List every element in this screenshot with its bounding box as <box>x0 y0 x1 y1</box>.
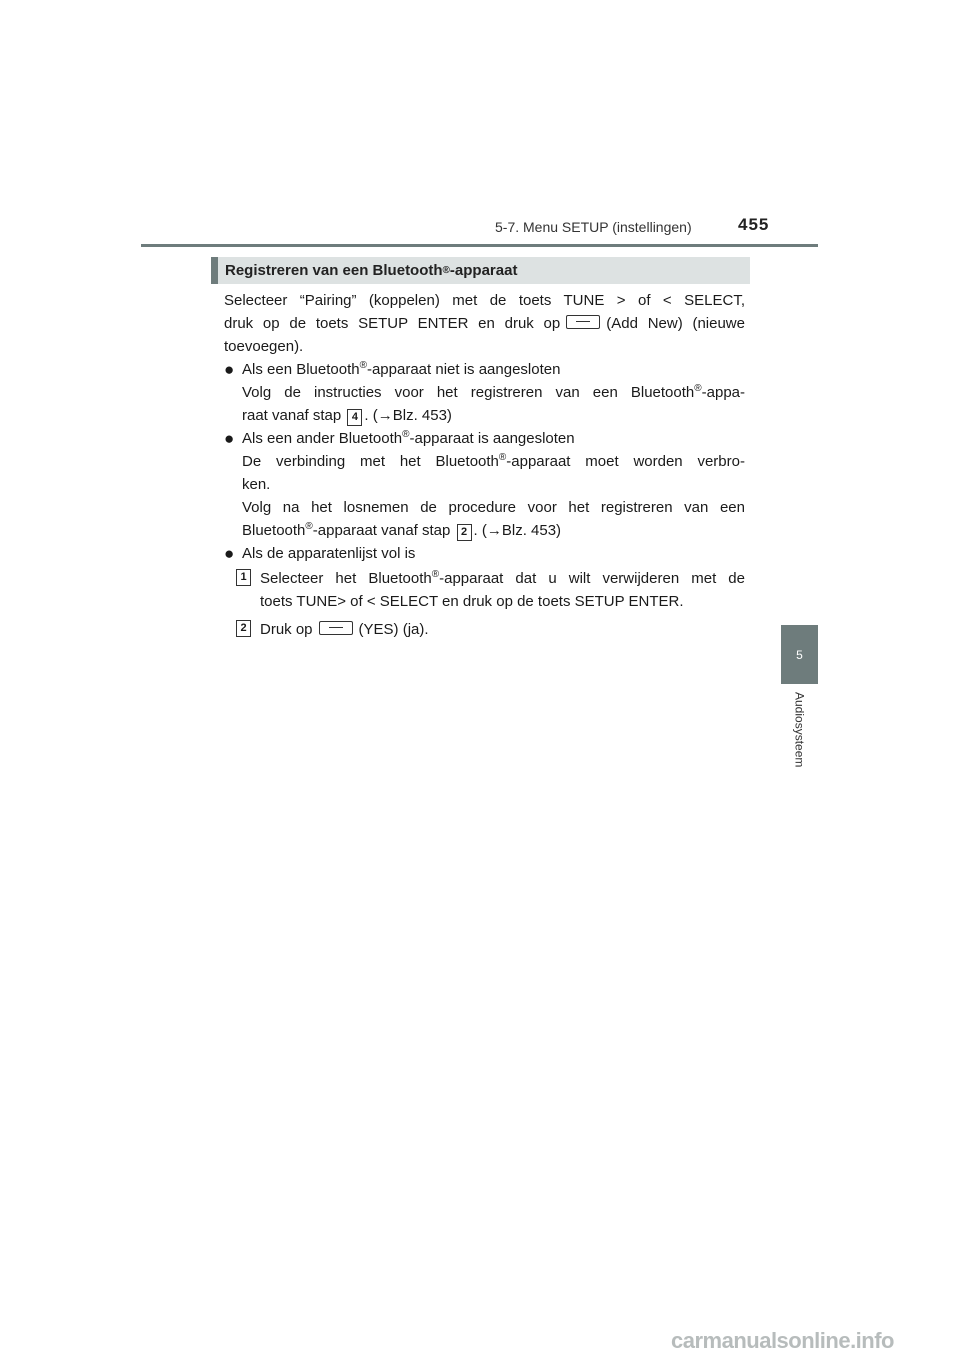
step-reference-box: 4 <box>347 409 362 426</box>
bullet2-line-1 <box>242 450 745 473</box>
step-number-box: 2 <box>236 620 251 637</box>
bullet2-line-4c: . (→Blz. 453) <box>473 522 562 539</box>
registered-mark: ® <box>359 360 367 371</box>
bullet1-line-2b: . (→Blz. 453) <box>364 407 452 424</box>
registered-mark: ® <box>694 383 702 394</box>
registered-mark: ® <box>402 429 410 440</box>
button-icon <box>319 621 353 635</box>
bullet1-title-a: Als een Bluetooth <box>242 361 360 378</box>
bullet2-line-2: ken. <box>242 476 271 493</box>
bullet-icon: ● <box>224 429 235 448</box>
bullet2-title-a: Als een ander Bluetooth <box>242 430 403 447</box>
bullet-icon: ● <box>224 544 235 563</box>
bullet2-line-3: Volg na het losnemen de procedure voor het registreren van een <box>242 499 745 516</box>
bullet2-title-b: -apparaat is aangesloten <box>409 430 575 447</box>
bullet2-line-1a: De verbinding met het Bluetooth <box>242 453 499 470</box>
registered-mark: ® <box>498 452 507 463</box>
bullet1-line-1a: Volg de instructies voor het registreren van een Bluetooth <box>242 384 695 401</box>
step2-line-1a: Druk op <box>260 621 313 638</box>
registered-mark: ® <box>431 569 440 580</box>
bullet1-title-b: -apparaat niet is aangesloten <box>366 361 561 378</box>
bullet3-title: Als de apparatenlijst vol is <box>242 545 416 562</box>
intro-line-2 <box>224 312 745 335</box>
header-section-title: 5-7. Menu SETUP (instellingen) <box>495 219 692 235</box>
button-icon <box>566 315 600 329</box>
bullet2-line-4 <box>242 519 745 542</box>
bullet1-line-2 <box>242 404 745 427</box>
step-reference-box: 2 <box>457 524 472 541</box>
bullet1-line-2a: raat vanaf stap <box>242 407 342 424</box>
bullet1-line-1b: -appa- <box>701 384 745 401</box>
intro-line-2b: (Add New) (nieuwe <box>606 315 745 332</box>
bullet1-line-1 <box>242 381 745 404</box>
heading-suffix: -apparaat <box>449 262 518 279</box>
registered-mark: ® <box>305 521 313 532</box>
bullet2-line-4b: -apparaat vanaf stap <box>312 522 451 539</box>
watermark: carmanualsonline.info <box>671 1328 894 1353</box>
step1-line-2: toets TUNE> of < SELECT en druk op de toets SETUP ENTER. <box>260 593 684 610</box>
chapter-number: 5 <box>796 647 803 662</box>
chapter-label-container <box>781 692 818 792</box>
step2-line-1 <box>260 618 745 641</box>
chapter-label: Audiosysteem <box>792 692 807 768</box>
intro-line-3: toevoegen). <box>224 338 304 355</box>
header-divider <box>141 244 818 247</box>
step1-line-1a: Selecteer het Bluetooth <box>260 570 432 587</box>
bullet2-title <box>242 427 745 450</box>
bullet2-line-1b: -apparaat moet worden verbro- <box>506 453 745 470</box>
intro-line-1: Selecteer “Pairing” (koppelen) met de toets TUNE > of < SELECT, <box>224 292 745 309</box>
page-number: 455 <box>738 215 770 234</box>
step1-line-1 <box>260 567 745 590</box>
heading-text: Registreren van een Bluetooth <box>225 262 443 279</box>
bullet-icon: ● <box>224 360 235 379</box>
step1-line-1b: -apparaat dat u wilt verwijderen met de <box>439 570 745 587</box>
chapter-tab <box>781 625 818 684</box>
step-number-box: 1 <box>236 569 251 586</box>
bullet1-title <box>242 358 745 381</box>
intro-line-2a: druk op de toets SETUP ENTER en druk op <box>224 315 561 332</box>
bullet2-line-4a: Bluetooth <box>242 522 306 539</box>
step2-line-1b: (YES) (ja). <box>358 621 429 638</box>
section-heading: Registreren van een Bluetooth ® -apparaat <box>211 257 750 284</box>
